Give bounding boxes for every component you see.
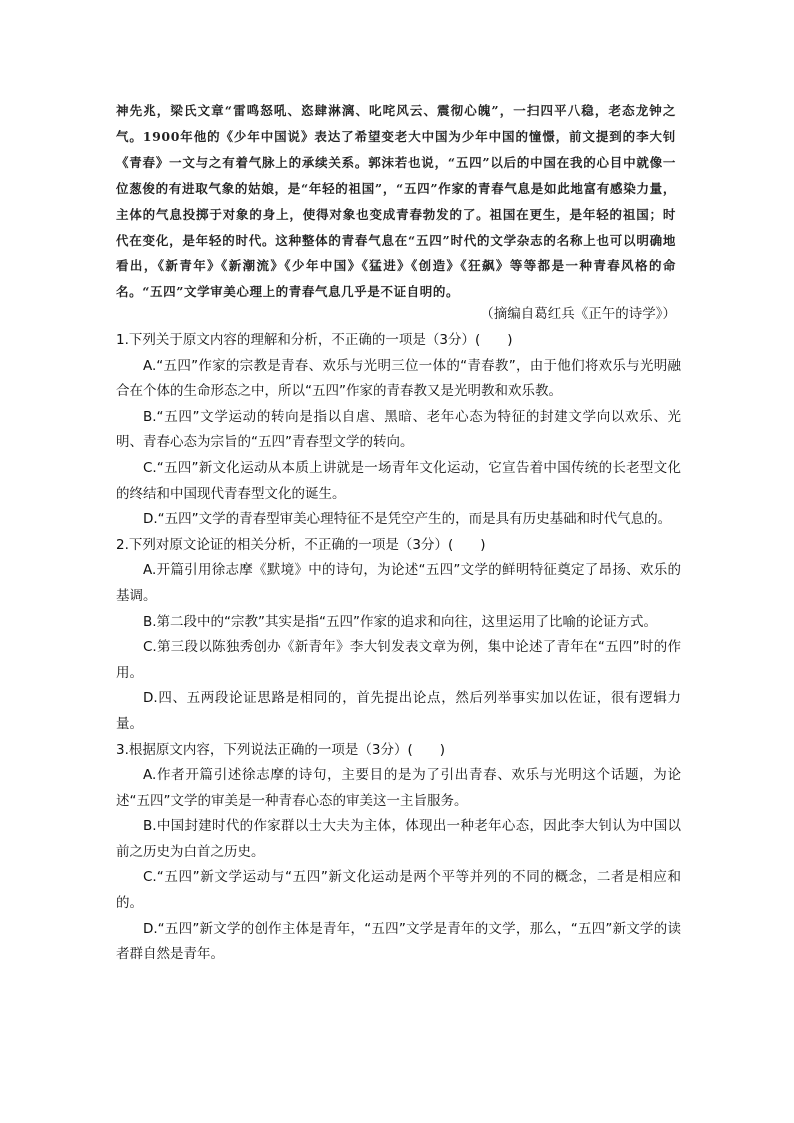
- question-stem: 3.根据原文内容，下列说法正确的一项是（3分）( ): [116, 741, 446, 758]
- question-1: [116, 328, 681, 533]
- option-a: A.开篇引用徐志摩《默境》中的诗句，为论述“五四”文学的鲜明特征奠定了昂扬、欢乐的基调。: [116, 562, 681, 604]
- option-d: D.四、五两段论证思路是相同的，首先提出论点，然后列举事实加以佐证，很有逻辑力量。: [116, 690, 681, 732]
- option-b: B.中国封建时代的作家群以士大夫为主体，体现出一种老年心态，因此李大钊认为中国以前之历史为白首之历史。: [116, 818, 681, 860]
- option-b: B.“五四”文学运动的转向是指以自虐、黑暗、老年心态为特征的封建文学向以欢乐、光明、青春心态为宗旨的“五四”青春型文学的转向。: [116, 408, 681, 451]
- passage-paragraph: 神先兆，梁氏文章“雷鸣怒吼、恣肆淋漓、叱咤风云、震彻心魄”，一扫四平八稳，老态龙钟之气。1900年他的《少年中国说》表达了希望变老大中国为少年中国的憧憬，前文提到的李大钊《青春》一文与之有着气脉上的承续关系。郭沫若也说，“五四”以后的中国在我的心目中就像一位葱俊的有进取气象的姑娘，是“年轻的祖国”，“五四”作家的青春气息是如此地富有感染力量，主体的气息投掷于对象的身上，使得对象也变成青春勃发的了。祖国在更生，是年轻的祖国；时代在变化，是年轻的时代。这种整体的青春气息在“五四”时代的文学杂志的名称上也可以明确地看出，《新青年》《新潮流》《少年中国》《猛进》《创造》《狂飙》等等都是一种青春风格的命名。“五四”文学审美心理上的青春气息几乎是不证自明的。: [116, 103, 676, 300]
- option-d: D.“五四”新文学的创作主体是青年，“五四”文学是青年的文学，那么，“五四”新文学的读者群自然是青年。: [116, 920, 681, 963]
- passage-source: （摘编自葛红兵《正午的诗学》）: [480, 306, 676, 322]
- option-a: A.“五四”作家的宗教是青春、欢乐与光明三位一体的“青春教”，由于他们将欢乐与光明融合在个体的生命形态之中，所以“五四”作家的青春教又是光明教和欢乐教。: [116, 357, 681, 400]
- option-b: B.第二段中的“宗教”其实是指“五四”作家的追求和向往，这里运用了比喻的论证方式。: [143, 613, 658, 630]
- question-stem: 2.下列对原文论证的相关分析，不正确的一项是（3分）( ): [116, 536, 486, 553]
- question-2: [116, 533, 681, 738]
- reading-passage: [116, 98, 676, 305]
- option-d: D.“五四”文学的青春型审美心理特征不是凭空产生的，而是具有历史基础和时代气息的。: [143, 511, 672, 528]
- question-list: [116, 328, 681, 968]
- option-c: C.第三段以陈独秀创办《新青年》李大钊发表文章为例，集中论述了青年在“五四”时的作用。: [116, 639, 681, 681]
- question-3: [116, 738, 681, 968]
- option-c: C.“五四”新文化运动从本质上讲就是一场青年文化运动，它宣告着中国传统的长老型文化的终结和中国现代青春型文化的诞生。: [116, 459, 681, 502]
- question-stem: 1.下列关于原文内容的理解和分析，不正确的一项是（3分）( ): [116, 332, 513, 348]
- option-a: A.作者开篇引述徐志摩的诗句，主要目的是为了引出青春、欢乐与光明这个话题，为论述“五四”文学的审美是一种青春心态的审美这一主旨服务。: [116, 767, 681, 809]
- option-c: C.“五四”新文学运动与“五四”新文化运动是两个平等并列的不同的概念，二者是相应和的。: [116, 869, 681, 912]
